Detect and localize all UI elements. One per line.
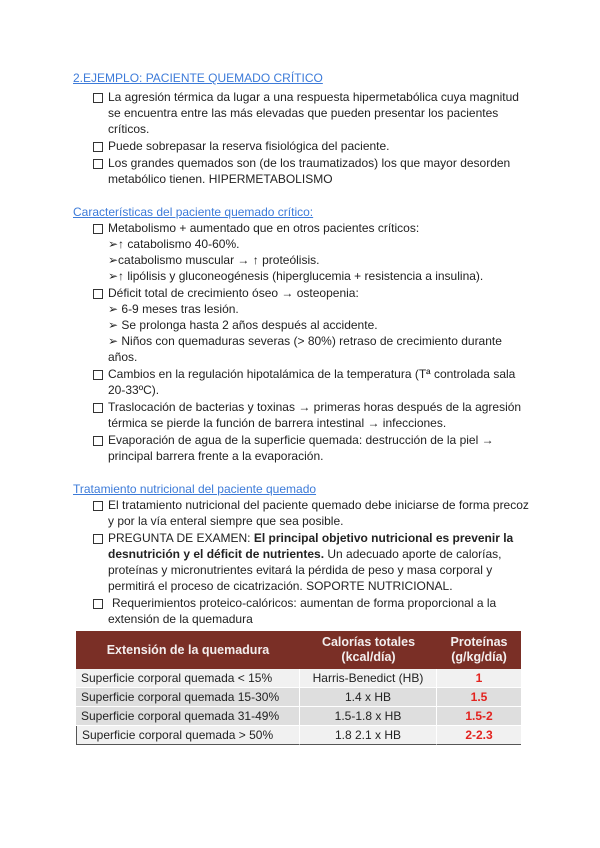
list-item [73,432,534,464]
list-item-text: Cambios en la regulación hipotalámica de la temperatura (Tª controlada sala 20-33ºC). [108,367,516,397]
section-ejemplo [73,70,543,187]
list-item [73,138,534,154]
column-header-text: Calorías totales [321,635,416,649]
checkbox-square-icon [93,534,103,544]
cell-calories: 1.5-1.8 x HB [300,707,437,726]
section-tratamiento [73,481,543,745]
requirements-table [76,631,521,745]
checkbox-square-icon [93,142,103,152]
list-item [73,285,534,365]
list-item-text: Los grandes quemados son (de los traumatizados) los que mayor desorden metabólico tienen. HIPERMETABOLISMO [108,156,511,186]
list-item-text: Metabolismo + aumentado que en otros pacientes críticos: [108,221,420,235]
list-item [73,89,534,137]
section-caracteristicas [73,204,543,464]
list-item-text: Déficit total de crecimiento óseo → osteopenia: [108,286,359,300]
list-item-text: El tratamiento nutricional del paciente quemado debe iniciarse de forma precoz y por la vía enteral siempre que sea posible. [108,498,529,528]
checkbox-square-icon [93,501,103,511]
list-item [73,530,534,594]
table-row [76,669,521,688]
checkbox-square-icon [93,159,103,169]
sub-list-item: ➢catabolismo muscular → ↑ proteólisis. [108,253,320,267]
checkbox-square-icon [93,370,103,380]
list-item [73,220,534,284]
table-row [76,688,521,707]
cell-protein: 1.5 [437,688,521,707]
list-item [73,595,534,627]
cell-protein: 1.5-2 [437,707,521,726]
checkbox-square-icon [93,93,103,103]
sub-list [108,301,534,365]
cell-protein: 2-2.3 [437,726,521,745]
bullet-list [73,220,543,464]
bullet-list [73,497,543,627]
cell-extension: Superficie corporal quemada > 50% [76,726,300,745]
section-heading-ejemplo: 2.EJEMPLO: PACIENTE QUEMADO CRÍTICO [73,71,323,85]
column-header-text: Proteínas [450,635,508,649]
sub-list-item: ➢ 6-9 meses tras lesión. [108,302,239,316]
list-item [73,399,534,431]
section-heading-caracteristicas: Características del paciente quemado crítico: [73,205,314,219]
cell-calories: Harris-Benedict (HB) [300,669,437,688]
list-item-text: Evaporación de agua de la superficie quemada: destrucción de la piel → principal barrera frente a la evaporación. [108,433,494,463]
cell-extension: Superficie corporal quemada 15-30% [76,688,300,707]
column-header-calories [300,631,437,669]
checkbox-square-icon [93,436,103,446]
table-header-row [76,631,521,669]
table-row [76,707,521,726]
cell-calories: 1.4 x HB [300,688,437,707]
exam-answer-bold: El principal objetivo nutricional es prevenir la desnutrición y el déficit de nutrientes. [108,531,514,561]
list-item-text: Puede sobrepasar la reserva fisiológica del paciente. [108,139,390,153]
checkbox-square-icon [93,599,103,609]
sub-list [108,236,534,284]
checkbox-square-icon [93,403,103,413]
list-item-text: Traslocación de bacterias y toxinas → primeras horas después de la agresión térmica se pierde la función de barrera intestinal → infecciones. [108,400,522,430]
column-header-text: Extensión de la quemadura [106,642,270,657]
list-item [73,366,534,398]
table-row [76,726,521,745]
column-header-extension [76,631,300,669]
section-heading-tratamiento: Tratamiento nutricional del paciente quemado [73,482,317,496]
cell-extension: Superficie corporal quemada < 15% [76,669,300,688]
sub-list-item: ➢↑ lipólisis y gluconeogénesis (hiperglucemia + resistencia a insulina). [108,269,484,283]
list-item [73,497,534,529]
document-page [73,70,543,745]
checkbox-square-icon [93,224,103,234]
sub-list-item: ➢↑ catabolismo 40-60%. [108,237,240,251]
list-item-text: Un adecuado aporte de calorías, proteínas y micronutrientes evitará la pérdida de peso y masa corporal y permitirá el proceso de cicatrización. SOPORTE NUTRICIONAL. [108,547,502,593]
column-header-unit: (kcal/día) [341,650,396,664]
sub-list-item: ➢ Niños con quemaduras severas (> 80%) retraso de crecimiento durante años. [108,334,502,364]
sub-list-item: ➢ Se prolonga hasta 2 años después al accidente. [108,318,378,332]
list-item [73,155,534,187]
list-item-text: Requerimientos proteico-calóricos: aumentan de forma proporcional a la extensión de la quemadura [108,596,497,626]
column-header-protein [437,631,521,669]
checkbox-square-icon [93,289,103,299]
bullet-list [73,89,543,187]
list-item-text: La agresión térmica da lugar a una respuesta hipermetabólica cuya magnitud se encuentra entre las más elevadas que pueden presentar los pacientes críticos. [108,90,519,136]
cell-calories: 1.8 2.1 x HB [300,726,437,745]
cell-protein: 1 [437,669,521,688]
cell-extension: Superficie corporal quemada 31-49% [76,707,300,726]
exam-question-label: PREGUNTA DE EXAMEN: [108,531,254,545]
column-header-unit: (g/kg/día) [451,650,507,664]
